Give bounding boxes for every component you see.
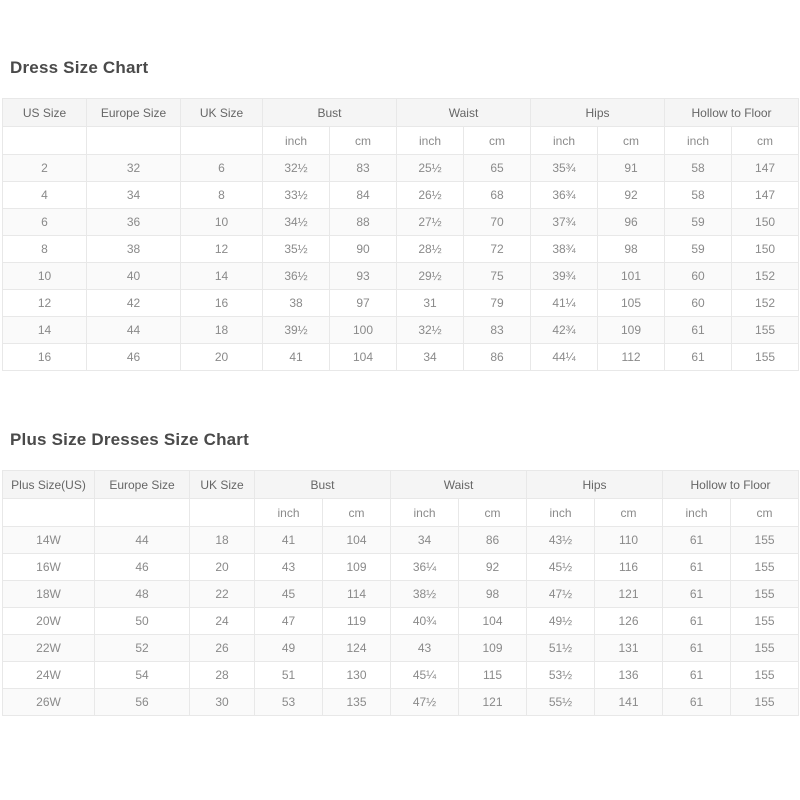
measurement-cell: 155 bbox=[731, 554, 799, 581]
measurement-cell: 86 bbox=[459, 527, 527, 554]
measurement-cell: 12 bbox=[181, 236, 263, 263]
measurement-cell: 26 bbox=[190, 635, 255, 662]
dress-size-chart-section bbox=[0, 57, 800, 371]
measurement-cell: 150 bbox=[732, 236, 799, 263]
measurement-cell: 54 bbox=[95, 662, 190, 689]
measurement-cell: 51 bbox=[255, 662, 323, 689]
measurement-cell: 61 bbox=[663, 635, 731, 662]
measurement-cell: 25½ bbox=[397, 155, 464, 182]
measurement-cell: 30 bbox=[190, 689, 255, 716]
measurement-cell: 49½ bbox=[527, 608, 595, 635]
size-cell: 16W bbox=[3, 554, 95, 581]
measurement-cell: 93 bbox=[330, 263, 397, 290]
table-row bbox=[3, 155, 799, 182]
measurement-cell: 155 bbox=[732, 344, 799, 371]
measurement-cell: 61 bbox=[663, 581, 731, 608]
size-cell: 20W bbox=[3, 608, 95, 635]
measurement-cell: 61 bbox=[663, 527, 731, 554]
measurement-cell: 38¾ bbox=[531, 236, 598, 263]
dress-size-chart-title: Dress Size Chart bbox=[10, 58, 149, 77]
unit-header: inch bbox=[663, 499, 731, 527]
empty-header-cell bbox=[190, 499, 255, 527]
measurement-cell: 39¾ bbox=[531, 263, 598, 290]
unit-header: inch bbox=[531, 127, 598, 155]
measure-column-header: Hips bbox=[531, 99, 665, 127]
measurement-cell: 38 bbox=[263, 290, 330, 317]
plus-size-table bbox=[2, 470, 799, 716]
table-row bbox=[3, 209, 799, 236]
measurement-cell: 34 bbox=[397, 344, 464, 371]
measurement-cell: 110 bbox=[595, 527, 663, 554]
unit-header: cm bbox=[598, 127, 665, 155]
measurement-cell: 42¾ bbox=[531, 317, 598, 344]
empty-header-cell bbox=[181, 127, 263, 155]
measurement-cell: 32 bbox=[87, 155, 181, 182]
unit-header-row bbox=[3, 127, 799, 155]
measurement-cell: 90 bbox=[330, 236, 397, 263]
measurement-cell: 115 bbox=[459, 662, 527, 689]
unit-header: cm bbox=[330, 127, 397, 155]
measurement-cell: 46 bbox=[95, 554, 190, 581]
measurement-cell: 155 bbox=[731, 608, 799, 635]
measurement-cell: 53 bbox=[255, 689, 323, 716]
unit-header: inch bbox=[527, 499, 595, 527]
measurement-cell: 43 bbox=[255, 554, 323, 581]
measurement-cell: 68 bbox=[464, 182, 531, 209]
measurement-cell: 65 bbox=[464, 155, 531, 182]
unit-header: cm bbox=[323, 499, 391, 527]
table-row bbox=[3, 527, 799, 554]
measurement-cell: 152 bbox=[732, 290, 799, 317]
empty-header-cell bbox=[3, 499, 95, 527]
measurement-cell: 88 bbox=[330, 209, 397, 236]
measurement-cell: 56 bbox=[95, 689, 190, 716]
measurement-cell: 45¼ bbox=[391, 662, 459, 689]
unit-header: cm bbox=[732, 127, 799, 155]
measurement-cell: 109 bbox=[598, 317, 665, 344]
measurement-cell: 152 bbox=[732, 263, 799, 290]
measurement-cell: 45 bbox=[255, 581, 323, 608]
unit-header: cm bbox=[731, 499, 799, 527]
measurement-cell: 104 bbox=[459, 608, 527, 635]
measurement-cell: 51½ bbox=[527, 635, 595, 662]
size-cell: 26W bbox=[3, 689, 95, 716]
measurement-cell: 36½ bbox=[263, 263, 330, 290]
unit-header: inch bbox=[391, 499, 459, 527]
measurement-cell: 75 bbox=[464, 263, 531, 290]
table-row bbox=[3, 263, 799, 290]
measurement-cell: 84 bbox=[330, 182, 397, 209]
unit-header-row bbox=[3, 499, 799, 527]
measurement-cell: 42 bbox=[87, 290, 181, 317]
unit-header: cm bbox=[595, 499, 663, 527]
size-cell: 18W bbox=[3, 581, 95, 608]
table-row bbox=[3, 608, 799, 635]
measurement-cell: 83 bbox=[330, 155, 397, 182]
measure-column-header: Hollow to Floor bbox=[663, 471, 799, 499]
measurement-cell: 155 bbox=[731, 581, 799, 608]
size-cell: 12 bbox=[3, 290, 87, 317]
plus-size-chart-title: Plus Size Dresses Size Chart bbox=[10, 430, 249, 449]
size-cell: 10 bbox=[3, 263, 87, 290]
measurement-cell: 83 bbox=[464, 317, 531, 344]
measurement-cell: 22 bbox=[190, 581, 255, 608]
measurement-cell: 97 bbox=[330, 290, 397, 317]
measurement-cell: 79 bbox=[464, 290, 531, 317]
measurement-cell: 155 bbox=[731, 527, 799, 554]
measurement-cell: 34 bbox=[391, 527, 459, 554]
measure-column-header: Hollow to Floor bbox=[665, 99, 799, 127]
measurement-cell: 91 bbox=[598, 155, 665, 182]
measurement-cell: 59 bbox=[665, 209, 732, 236]
measurement-cell: 36¼ bbox=[391, 554, 459, 581]
measurement-cell: 92 bbox=[598, 182, 665, 209]
measurement-cell: 41 bbox=[255, 527, 323, 554]
measurement-cell: 26½ bbox=[397, 182, 464, 209]
measure-column-header: Hips bbox=[527, 471, 663, 499]
column-header: US Size bbox=[3, 99, 87, 127]
measure-column-header: Waist bbox=[397, 99, 531, 127]
measurement-cell: 104 bbox=[330, 344, 397, 371]
measurement-cell: 20 bbox=[190, 554, 255, 581]
measurement-cell: 43 bbox=[391, 635, 459, 662]
measurement-cell: 131 bbox=[595, 635, 663, 662]
table-row bbox=[3, 581, 799, 608]
measurement-cell: 155 bbox=[731, 689, 799, 716]
measurement-cell: 48 bbox=[95, 581, 190, 608]
measurement-cell: 41¼ bbox=[531, 290, 598, 317]
measurement-cell: 50 bbox=[95, 608, 190, 635]
measurement-cell: 18 bbox=[190, 527, 255, 554]
measurement-cell: 104 bbox=[323, 527, 391, 554]
measurement-cell: 16 bbox=[181, 290, 263, 317]
measurement-cell: 96 bbox=[598, 209, 665, 236]
measurement-cell: 130 bbox=[323, 662, 391, 689]
measurement-cell: 29½ bbox=[397, 263, 464, 290]
measurement-cell: 60 bbox=[665, 290, 732, 317]
measurement-cell: 35¾ bbox=[531, 155, 598, 182]
size-cell: 24W bbox=[3, 662, 95, 689]
unit-header: inch bbox=[665, 127, 732, 155]
measurement-cell: 35½ bbox=[263, 236, 330, 263]
table-row bbox=[3, 317, 799, 344]
measurement-cell: 44 bbox=[95, 527, 190, 554]
measurement-cell: 126 bbox=[595, 608, 663, 635]
unit-header: inch bbox=[263, 127, 330, 155]
unit-header: cm bbox=[464, 127, 531, 155]
measurement-cell: 46 bbox=[87, 344, 181, 371]
group-header-row bbox=[3, 99, 799, 127]
size-cell: 16 bbox=[3, 344, 87, 371]
measurement-cell: 136 bbox=[595, 662, 663, 689]
measurement-cell: 155 bbox=[731, 662, 799, 689]
measurement-cell: 58 bbox=[665, 182, 732, 209]
measure-column-header: Waist bbox=[391, 471, 527, 499]
size-cell: 14 bbox=[3, 317, 87, 344]
measurement-cell: 44¼ bbox=[531, 344, 598, 371]
measurement-cell: 47 bbox=[255, 608, 323, 635]
unit-header: inch bbox=[397, 127, 464, 155]
measurement-cell: 45½ bbox=[527, 554, 595, 581]
column-header: Plus Size(US) bbox=[3, 471, 95, 499]
measurement-cell: 44 bbox=[87, 317, 181, 344]
measurement-cell: 36 bbox=[87, 209, 181, 236]
measure-column-header: Bust bbox=[263, 99, 397, 127]
measurement-cell: 14 bbox=[181, 263, 263, 290]
column-header: UK Size bbox=[181, 99, 263, 127]
table-row bbox=[3, 689, 799, 716]
measurement-cell: 100 bbox=[330, 317, 397, 344]
measurement-cell: 20 bbox=[181, 344, 263, 371]
column-header: Europe Size bbox=[87, 99, 181, 127]
size-cell: 6 bbox=[3, 209, 87, 236]
measurement-cell: 24 bbox=[190, 608, 255, 635]
measurement-cell: 61 bbox=[665, 317, 732, 344]
measurement-cell: 18 bbox=[181, 317, 263, 344]
empty-header-cell bbox=[95, 499, 190, 527]
measurement-cell: 31 bbox=[397, 290, 464, 317]
table-row bbox=[3, 344, 799, 371]
measurement-cell: 101 bbox=[598, 263, 665, 290]
dress-size-table bbox=[2, 98, 799, 371]
size-cell: 22W bbox=[3, 635, 95, 662]
measurement-cell: 155 bbox=[732, 317, 799, 344]
measurement-cell: 109 bbox=[459, 635, 527, 662]
size-cell: 4 bbox=[3, 182, 87, 209]
measurement-cell: 37¾ bbox=[531, 209, 598, 236]
measurement-cell: 61 bbox=[663, 608, 731, 635]
measurement-cell: 124 bbox=[323, 635, 391, 662]
plus-size-chart-section bbox=[0, 429, 800, 716]
measurement-cell: 147 bbox=[732, 182, 799, 209]
measurement-cell: 6 bbox=[181, 155, 263, 182]
empty-header-cell bbox=[87, 127, 181, 155]
measurement-cell: 147 bbox=[732, 155, 799, 182]
measurement-cell: 38 bbox=[87, 236, 181, 263]
group-header-row bbox=[3, 471, 799, 499]
measurement-cell: 34½ bbox=[263, 209, 330, 236]
measurement-cell: 135 bbox=[323, 689, 391, 716]
measurement-cell: 150 bbox=[732, 209, 799, 236]
table-row bbox=[3, 554, 799, 581]
unit-header: inch bbox=[255, 499, 323, 527]
measurement-cell: 60 bbox=[665, 263, 732, 290]
measurement-cell: 121 bbox=[459, 689, 527, 716]
measurement-cell: 141 bbox=[595, 689, 663, 716]
table-row bbox=[3, 635, 799, 662]
measure-column-header: Bust bbox=[255, 471, 391, 499]
size-cell: 14W bbox=[3, 527, 95, 554]
measurement-cell: 40¾ bbox=[391, 608, 459, 635]
measurement-cell: 105 bbox=[598, 290, 665, 317]
measurement-cell: 33½ bbox=[263, 182, 330, 209]
measurement-cell: 8 bbox=[181, 182, 263, 209]
measurement-cell: 32½ bbox=[397, 317, 464, 344]
measurement-cell: 32½ bbox=[263, 155, 330, 182]
column-header: UK Size bbox=[190, 471, 255, 499]
measurement-cell: 114 bbox=[323, 581, 391, 608]
measurement-cell: 52 bbox=[95, 635, 190, 662]
measurement-cell: 59 bbox=[665, 236, 732, 263]
empty-header-cell bbox=[3, 127, 87, 155]
measurement-cell: 61 bbox=[663, 662, 731, 689]
measurement-cell: 36¾ bbox=[531, 182, 598, 209]
measurement-cell: 39½ bbox=[263, 317, 330, 344]
measurement-cell: 40 bbox=[87, 263, 181, 290]
measurement-cell: 27½ bbox=[397, 209, 464, 236]
measurement-cell: 72 bbox=[464, 236, 531, 263]
measurement-cell: 49 bbox=[255, 635, 323, 662]
measurement-cell: 38½ bbox=[391, 581, 459, 608]
measurement-cell: 116 bbox=[595, 554, 663, 581]
measurement-cell: 58 bbox=[665, 155, 732, 182]
size-cell: 8 bbox=[3, 236, 87, 263]
measurement-cell: 43½ bbox=[527, 527, 595, 554]
measurement-cell: 28 bbox=[190, 662, 255, 689]
unit-header: cm bbox=[459, 499, 527, 527]
measurement-cell: 47½ bbox=[527, 581, 595, 608]
measurement-cell: 119 bbox=[323, 608, 391, 635]
measurement-cell: 61 bbox=[663, 689, 731, 716]
measurement-cell: 92 bbox=[459, 554, 527, 581]
measurement-cell: 86 bbox=[464, 344, 531, 371]
table-row bbox=[3, 236, 799, 263]
measurement-cell: 98 bbox=[598, 236, 665, 263]
measurement-cell: 41 bbox=[263, 344, 330, 371]
measurement-cell: 61 bbox=[665, 344, 732, 371]
measurement-cell: 47½ bbox=[391, 689, 459, 716]
measurement-cell: 121 bbox=[595, 581, 663, 608]
measurement-cell: 53½ bbox=[527, 662, 595, 689]
table-row bbox=[3, 290, 799, 317]
measurement-cell: 10 bbox=[181, 209, 263, 236]
measurement-cell: 61 bbox=[663, 554, 731, 581]
measurement-cell: 70 bbox=[464, 209, 531, 236]
measurement-cell: 155 bbox=[731, 635, 799, 662]
measurement-cell: 28½ bbox=[397, 236, 464, 263]
table-row bbox=[3, 182, 799, 209]
measurement-cell: 98 bbox=[459, 581, 527, 608]
size-cell: 2 bbox=[3, 155, 87, 182]
table-row bbox=[3, 662, 799, 689]
measurement-cell: 55½ bbox=[527, 689, 595, 716]
measurement-cell: 109 bbox=[323, 554, 391, 581]
measurement-cell: 112 bbox=[598, 344, 665, 371]
measurement-cell: 34 bbox=[87, 182, 181, 209]
column-header: Europe Size bbox=[95, 471, 190, 499]
